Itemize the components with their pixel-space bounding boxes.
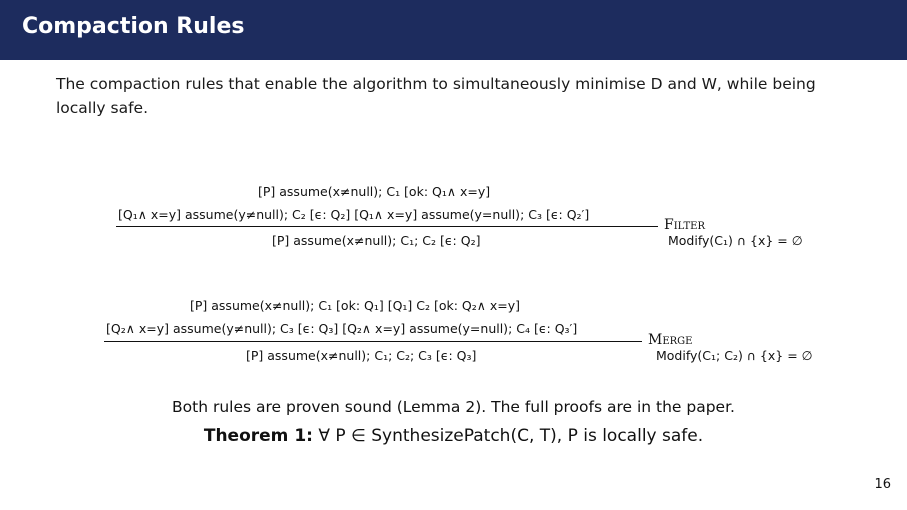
merge-side-condition: Modify(C₁; C₂) ∩ {x} = ∅ (656, 348, 813, 363)
filter-inference-line (116, 226, 658, 227)
merge-conclusion: [P] assume(x≠null); C₁; C₂; C₃ [ϵ: Q₃] (246, 348, 477, 363)
filter-premise-2: [Q₁∧ x=y] assume(y≠null); C₂ [ϵ: Q₂] [Q₁∧ x=y] assume(y=null); C₃ [ϵ: Q₂′] (118, 207, 590, 222)
filter-side-condition: Modify(C₁) ∩ {x} = ∅ (668, 233, 803, 248)
theorem-body: ∀ P ∈ SynthesizePatch(C, T), P is locally safe. (318, 426, 704, 446)
slide-title: Compaction Rules (22, 14, 245, 39)
filter-conclusion: [P] assume(x≠null); C₁; C₂ [ϵ: Q₂] (272, 233, 481, 248)
intro-paragraph: The compaction rules that enable the algorithm to simultaneously minimise D and W, while being locally safe. (56, 75, 816, 117)
merge-premise-1: [P] assume(x≠null); C₁ [ok: Q₁] [Q₁] C₂ [ok: Q₂∧ x=y] (190, 298, 521, 313)
slide-header (0, 0, 907, 60)
soundness-summary: Both rules are proven sound (Lemma 2). The full proofs are in the paper. (172, 398, 735, 416)
filter-premise-1: [P] assume(x≠null); C₁ [ok: Q₁∧ x=y] (258, 184, 491, 199)
merge-premise-2: [Q₂∧ x=y] assume(y≠null); C₃ [ϵ: Q₃] [Q₂∧ x=y] assume(y=null); C₄ [ϵ: Q₃′] (106, 321, 578, 336)
filter-rule-name: Filter (664, 217, 705, 233)
merge-rule-name: Merge (648, 332, 693, 348)
theorem-label: Theorem 1: (203, 426, 313, 446)
merge-inference-line (104, 341, 642, 342)
theorem-statement (0, 426, 907, 446)
page-number: 16 (874, 477, 891, 492)
